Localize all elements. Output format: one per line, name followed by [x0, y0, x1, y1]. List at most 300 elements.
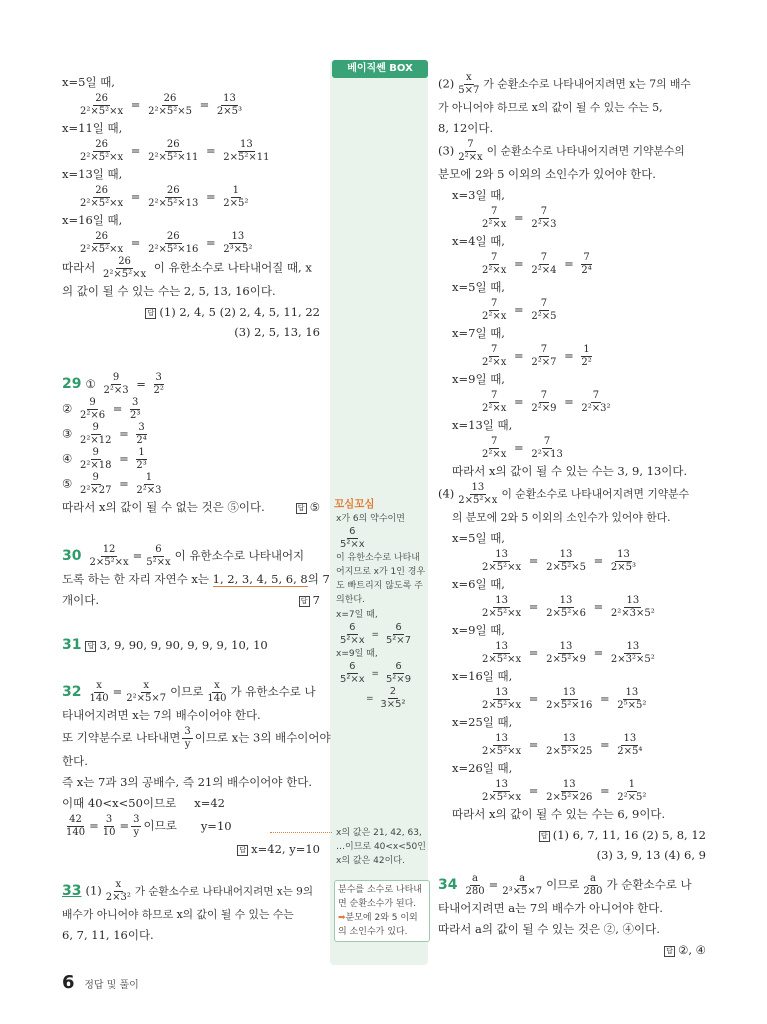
arrow-icon: ➡ — [338, 913, 346, 923]
conclusion — [62, 256, 320, 281]
fraction — [78, 93, 125, 118]
denominator: 2³ — [136, 460, 147, 471]
denominator: 2⁴ — [581, 265, 592, 276]
numerator: 7 — [491, 344, 498, 355]
tip-note — [336, 512, 426, 607]
numerator: 7 — [540, 390, 548, 401]
numerator: 7 — [543, 436, 551, 447]
denominator: 2²×12 — [79, 435, 112, 446]
numerator: x — [214, 680, 220, 691]
equation — [438, 390, 706, 415]
text-line — [438, 482, 706, 507]
conclusion: 따라서 x의 값이 될 수 있는 수는 6, 9이다. — [452, 807, 666, 821]
text: x=7일 때, — [336, 610, 378, 620]
equals-sign: = — [127, 189, 145, 204]
equals-sign: = — [127, 143, 145, 158]
numerator: 26 — [95, 231, 108, 242]
text: 또 기약분수로 나타내면 — [62, 730, 181, 745]
equals-sign: = — [202, 235, 220, 250]
denominator: 2²×5²×13 — [148, 198, 199, 209]
text-line: $\frac{42}{140}$ = $\frac{3}{10}$ = $\frac{3}{y}$ 이므로 y=10 — [66, 814, 232, 838]
numerator: 26 — [118, 256, 131, 267]
numerator: 1 — [583, 344, 590, 355]
answer-text: x=42, y=10 — [251, 842, 320, 856]
text: 이 유한소수로 나타내어질 때, x — [153, 260, 312, 275]
fraction — [87, 680, 110, 705]
answer-33 — [438, 825, 706, 845]
numerator: 6 — [349, 622, 356, 633]
case-label: x=9일 때, — [452, 623, 505, 637]
text-line — [438, 72, 706, 97]
numerator: 13 — [223, 93, 236, 104]
fraction — [480, 206, 508, 231]
numerator: 7 — [583, 252, 590, 263]
answer-icon: 답 — [237, 845, 248, 856]
denominator: 2×5²×x — [482, 608, 522, 619]
fraction — [205, 680, 228, 705]
denominator: 5²×x — [340, 539, 365, 550]
numerator: 1 — [232, 185, 240, 196]
denominator: 3×5² — [380, 699, 406, 710]
fraction — [456, 72, 481, 97]
question-number: 34 — [438, 876, 458, 893]
fraction — [529, 344, 558, 369]
denominator: 2×5²×x — [482, 700, 522, 711]
equation — [438, 687, 706, 712]
fraction — [128, 397, 142, 422]
denominator: 2²×27 — [79, 485, 112, 496]
fraction — [221, 231, 254, 256]
equals-sign: = — [525, 783, 543, 798]
fraction — [615, 779, 648, 804]
equation — [336, 686, 426, 711]
text: 이 유한소수로 나타내어지 — [174, 548, 305, 563]
denominator: 2²×5²×5 — [148, 106, 192, 117]
fraction — [144, 544, 172, 569]
case-label: x=16일 때, — [62, 213, 123, 227]
fraction — [480, 298, 508, 323]
denominator: 2²×9 — [531, 403, 557, 414]
equation — [438, 206, 706, 231]
fraction — [480, 252, 508, 277]
sidebar-header: 베이직쎈 BOX — [332, 60, 428, 78]
numerator: 9 — [92, 447, 99, 458]
answer-28 — [62, 302, 320, 322]
denominator: 2×5² — [223, 198, 249, 209]
equals-sign: = — [560, 348, 578, 363]
fraction — [78, 231, 125, 256]
text: 이 순환소수로 나타내어지려면 기약분수의 — [486, 144, 685, 158]
numerator: 9 — [92, 472, 99, 483]
page-footer — [62, 972, 139, 993]
fraction — [78, 139, 125, 164]
denominator: 2×5²×x — [482, 746, 522, 757]
numerator: 1 — [145, 472, 153, 483]
fraction — [480, 733, 523, 758]
denominator: 2³ — [130, 410, 141, 421]
fraction — [480, 436, 508, 461]
question-29 — [62, 372, 320, 397]
denominator: 2×5²×6 — [546, 608, 586, 619]
denominator: 2²×5²×x — [102, 269, 147, 280]
denominator: 5²×x — [146, 557, 171, 568]
denominator: 140 — [207, 693, 227, 704]
question-34: 34 $\frac{a}{280}$ = $\frac{a}{\text{2³×5×7}}$ 이므로 $\frac{a}{280}$ 가 순환소수로 나 — [438, 873, 692, 897]
text-line: 한다. — [62, 754, 88, 768]
fraction — [480, 549, 523, 574]
denominator: 2²×5×7 — [126, 693, 167, 704]
equals-sign: = — [525, 553, 543, 568]
text: (2) — [438, 76, 455, 91]
denominator: 2²×3×5² — [610, 608, 655, 619]
denominator: 2×5²×x — [482, 562, 522, 573]
equation — [62, 397, 320, 422]
denominator: 2²×5²×11 — [148, 152, 199, 163]
answer-33b: (3) 3, 9, 13 (4) 6, 9 — [596, 848, 706, 862]
text: 이므로 — [546, 877, 580, 892]
text-line: 가 아니어야 하므로 x의 값이 될 수 있는 수는 5, — [438, 101, 663, 114]
numerator: 13 — [495, 549, 508, 560]
equation — [438, 252, 706, 277]
answer-icon: 답 — [145, 308, 156, 319]
equals-sign: = — [510, 302, 528, 317]
text: 분수를 소수로 나타내면 순환소수가 된다. — [338, 885, 422, 909]
text-line: 따라서 a의 값이 될 수 있는 것은 ②, ④이다. — [438, 922, 660, 936]
denominator: 2×5⁴ — [617, 746, 643, 757]
fraction — [500, 873, 544, 898]
denominator: 2²×x — [482, 219, 507, 230]
fraction — [579, 390, 612, 415]
equation — [438, 779, 706, 804]
text: 이 순환소수로 나타내어지려면 기약분수 — [501, 487, 690, 501]
item-marker: ③ — [62, 426, 76, 441]
equation — [336, 622, 426, 647]
equals-sign: = — [115, 476, 133, 491]
case-label: x=13일 때, — [452, 418, 513, 432]
denominator: 2²×3 — [136, 485, 162, 496]
fraction — [463, 873, 486, 898]
fraction — [338, 526, 367, 551]
denominator: 2²×x — [482, 403, 507, 414]
numerator: a — [472, 873, 479, 884]
denominator: 2×5²×11 — [223, 152, 270, 163]
numerator: 1 — [138, 447, 145, 458]
equals-sign: = — [589, 553, 607, 568]
fraction — [529, 390, 558, 415]
equals-sign: = — [366, 694, 377, 704]
denominator: 2²×3 — [103, 385, 129, 396]
fraction — [609, 549, 638, 574]
concept-box — [334, 880, 430, 942]
fraction — [609, 595, 657, 620]
case-label: x=9일 때, — [452, 372, 505, 386]
answer-text: ⑤ — [309, 500, 320, 514]
equation — [62, 472, 320, 497]
text: (3) — [438, 143, 455, 158]
tip-title: 꼬심꼬심 — [334, 498, 375, 510]
text: 의 7 — [307, 572, 330, 586]
answer-34 — [438, 940, 706, 960]
fraction — [338, 661, 367, 686]
question-31 — [62, 635, 320, 656]
right-column — [438, 72, 706, 960]
numerator: 26 — [166, 139, 180, 150]
numerator: 13 — [240, 139, 253, 150]
denominator: 2²×5²×x — [80, 152, 124, 163]
fraction — [615, 733, 644, 758]
numerator: 12 — [102, 544, 116, 555]
numerator: 6 — [349, 661, 356, 672]
numerator: 3 — [138, 422, 145, 433]
fraction — [544, 779, 594, 804]
denominator: 2²×7 — [531, 357, 557, 368]
denominator: 10 — [102, 827, 116, 838]
denominator: 2×5²×16 — [546, 700, 593, 711]
fraction — [152, 372, 166, 397]
question-number: 29 — [62, 375, 82, 392]
fraction — [480, 595, 523, 620]
denominator: 2×5²×5 — [546, 562, 586, 573]
denominator: 2²×5² — [617, 792, 647, 803]
denominator: 2²×5²×16 — [148, 244, 199, 255]
equation — [62, 185, 320, 210]
equals-sign: = — [525, 599, 543, 614]
question-number: 31 — [62, 637, 82, 653]
text: 이므로 — [170, 684, 204, 699]
numerator: 13 — [562, 733, 576, 744]
equation — [438, 344, 706, 369]
denominator: 2³×5² — [223, 244, 253, 255]
text-line — [62, 590, 320, 611]
text-line: 의 분모에 2와 5 이외의 소인수가 있어야 한다. — [452, 511, 671, 524]
answer-28b: (3) 2, 5, 13, 16 — [234, 325, 320, 339]
numerator: a — [589, 873, 596, 884]
question-number: 32 — [62, 683, 82, 700]
left-column — [62, 72, 331, 946]
denominator: 2²×3² — [581, 403, 611, 414]
equation — [62, 231, 320, 256]
numerator: 13 — [495, 779, 508, 790]
fraction — [480, 344, 508, 369]
text: 따라서 x의 값이 될 수 없는 것은 ⑤이다. — [62, 500, 265, 514]
numerator: 9 — [92, 422, 99, 433]
text: 가 순환소수로 나 — [606, 877, 692, 892]
denominator: 140 — [89, 693, 109, 704]
case-label: x=4일 때, — [452, 234, 505, 248]
numerator: x — [143, 680, 149, 691]
fraction — [579, 252, 593, 277]
question-number: 33 — [62, 882, 82, 899]
equation — [438, 641, 706, 666]
equals-sign: = — [525, 691, 543, 706]
numerator: 6 — [349, 526, 356, 537]
text: y=10 — [200, 818, 232, 833]
numerator: 3 — [133, 814, 140, 825]
numerator: 7 — [491, 436, 498, 447]
text: (1) — [85, 883, 102, 898]
fraction — [134, 472, 163, 497]
case-label: x=5일 때, — [452, 531, 505, 545]
fraction — [146, 139, 200, 164]
equation — [62, 93, 320, 118]
denominator: 2²×x — [482, 311, 507, 322]
denominator: 2² — [153, 385, 164, 396]
fraction — [146, 93, 194, 118]
denominator: y — [184, 739, 191, 750]
text: 이므로 — [143, 818, 177, 833]
numerator: 13 — [626, 595, 640, 606]
fraction — [146, 231, 200, 256]
equals-sign: = — [596, 783, 614, 798]
denominator: 2×5²×x — [482, 792, 522, 803]
text-line: 배수가 아니어야 하므로 x의 값이 될 수 있는 수는 — [62, 908, 294, 921]
answer-text: ②, ④ — [678, 943, 706, 957]
fraction — [101, 372, 130, 397]
denominator: y — [133, 827, 140, 838]
equals-sign: = — [132, 376, 150, 391]
text: x=9일 때, — [336, 649, 378, 659]
numerator: 2 — [389, 686, 397, 697]
denominator: 2²×3 — [531, 219, 557, 230]
equals-sign: = — [510, 348, 528, 363]
answer-text: (1) 2, 4, 5 (2) 2, 4, 5, 11, 22 — [159, 305, 320, 319]
case-label: x=13일 때, — [62, 167, 123, 181]
equals-sign: = — [525, 645, 543, 660]
fraction — [104, 879, 133, 904]
item-marker: ⑤ — [62, 476, 76, 491]
denominator: 2×5³ — [610, 562, 637, 573]
numerator: 9 — [112, 372, 120, 383]
fraction — [456, 482, 499, 507]
answer-icon: 답 — [296, 503, 307, 514]
fraction — [78, 422, 113, 447]
numerator: 26 — [95, 139, 108, 150]
text: 분모에 2와 5 이외의 소인수가 있다. — [338, 913, 418, 937]
equals-sign: = — [368, 669, 382, 679]
equation — [85, 372, 167, 396]
denominator: 5²×x — [340, 674, 365, 685]
numerator: 13 — [617, 549, 630, 560]
fraction — [456, 139, 484, 164]
numerator: 9 — [89, 397, 96, 408]
fraction — [579, 344, 593, 369]
denominator: 2×5²×9 — [546, 654, 586, 665]
fraction — [221, 139, 271, 164]
text-line: 타내어지려면 x는 7의 배수이어야 한다. — [62, 708, 261, 722]
equals-sign: = — [127, 235, 145, 250]
fraction — [124, 680, 168, 705]
denominator: 5×7 — [458, 85, 480, 96]
denominator: 2×5²×x — [458, 495, 498, 506]
case-label: x=26일 때, — [452, 761, 513, 775]
denominator: 2×5²×25 — [546, 746, 593, 757]
denominator: 2²×x — [482, 449, 507, 460]
text: 따라서 — [62, 260, 96, 275]
numerator: 26 — [95, 185, 108, 196]
underlined-values: 1, 2, 3, 4, 5, 6, 8 — [212, 572, 308, 586]
denominator: 5²×7 — [385, 635, 412, 646]
fraction — [480, 687, 523, 712]
text: 가 유한소수로 나 — [230, 684, 316, 699]
numerator: 26 — [163, 93, 177, 104]
numerator: 7 — [592, 390, 600, 401]
fraction — [78, 447, 113, 472]
text: (4) — [438, 486, 455, 501]
equals-sign: = — [115, 426, 133, 441]
fraction — [480, 779, 523, 804]
numerator: a — [519, 873, 526, 884]
numerator: x — [115, 879, 122, 890]
numerator: 7 — [491, 390, 498, 401]
numerator: 3 — [132, 397, 139, 408]
case-label: x=16일 때, — [452, 669, 513, 683]
fraction — [615, 687, 648, 712]
equals-sign: = — [560, 256, 578, 271]
fraction — [529, 252, 558, 277]
question-number: 30 — [62, 547, 82, 564]
text-line: 분모에 2와 5 이외의 소인수가 있어야 한다. — [438, 167, 656, 181]
numerator: 13 — [559, 549, 573, 560]
conclusion: 따라서 x의 값이 될 수 있는 수는 3, 9, 13이다. — [452, 464, 688, 478]
fraction — [78, 472, 113, 497]
fraction — [134, 447, 148, 472]
equation — [438, 298, 706, 323]
denominator: 2³×5×7 — [502, 886, 543, 897]
denominator: 5²×x — [340, 635, 365, 646]
fraction — [146, 185, 200, 210]
answer-icon: 답 — [85, 641, 96, 652]
fraction — [609, 641, 657, 666]
numerator: 6 — [155, 544, 162, 555]
equation — [336, 661, 426, 686]
equals-sign: = — [195, 97, 213, 112]
denominator: 2²×5²×x — [80, 198, 124, 209]
text-line: 8, 12이다. — [438, 121, 494, 135]
numerator: 26 — [166, 185, 180, 196]
numerator: 26 — [166, 231, 180, 242]
numerator: 13 — [562, 779, 576, 790]
denominator: 2²×4 — [531, 265, 557, 276]
fraction — [101, 814, 118, 839]
text-line — [62, 793, 320, 814]
question-30: 30 $\frac{12}{\text{2×5²×x}}$ = $\frac{6}{\text{5²×x}}$ 이 유한소수로 나타내어지 — [62, 544, 305, 568]
denominator: 2²×x — [482, 357, 507, 368]
numerator: 7 — [467, 139, 474, 150]
answer-icon: 답 — [539, 831, 550, 842]
question-32: 32 $\frac{x}{140}$ = $\frac{x}{\text{2²×5×7}}$ 이므로 $\frac{x}{140}$ 가 유한소수로 나 — [62, 680, 316, 704]
text: x=42 — [194, 796, 225, 810]
numerator: 1 — [628, 779, 636, 790]
text: 이때 40<x<50이므로 — [62, 796, 177, 810]
equals-sign: = — [589, 599, 607, 614]
numerator: 3 — [184, 726, 191, 737]
numerator: x — [466, 72, 472, 83]
text: 이므로 x는 3의 배수이어야 — [194, 730, 331, 745]
leader-line — [270, 832, 332, 833]
fraction — [64, 814, 87, 839]
numerator: 13 — [495, 641, 508, 652]
item-marker: ① — [85, 376, 100, 391]
text: 가 순환소수로 나타내어지려면 x는 9의 — [134, 885, 314, 898]
answer-icon: 답 — [664, 946, 675, 957]
equals-sign: = — [115, 451, 133, 466]
text: 도록 하는 한 자리 자연수 x는 — [62, 572, 213, 586]
numerator: 7 — [540, 298, 548, 309]
answer-text: 7 — [312, 593, 320, 607]
case-label: x=6일 때, — [452, 577, 505, 591]
text-line: 즉 x는 7과 3의 공배수, 즉 21의 배수이어야 한다. — [62, 775, 313, 789]
denominator: 2²×5 — [531, 311, 557, 322]
